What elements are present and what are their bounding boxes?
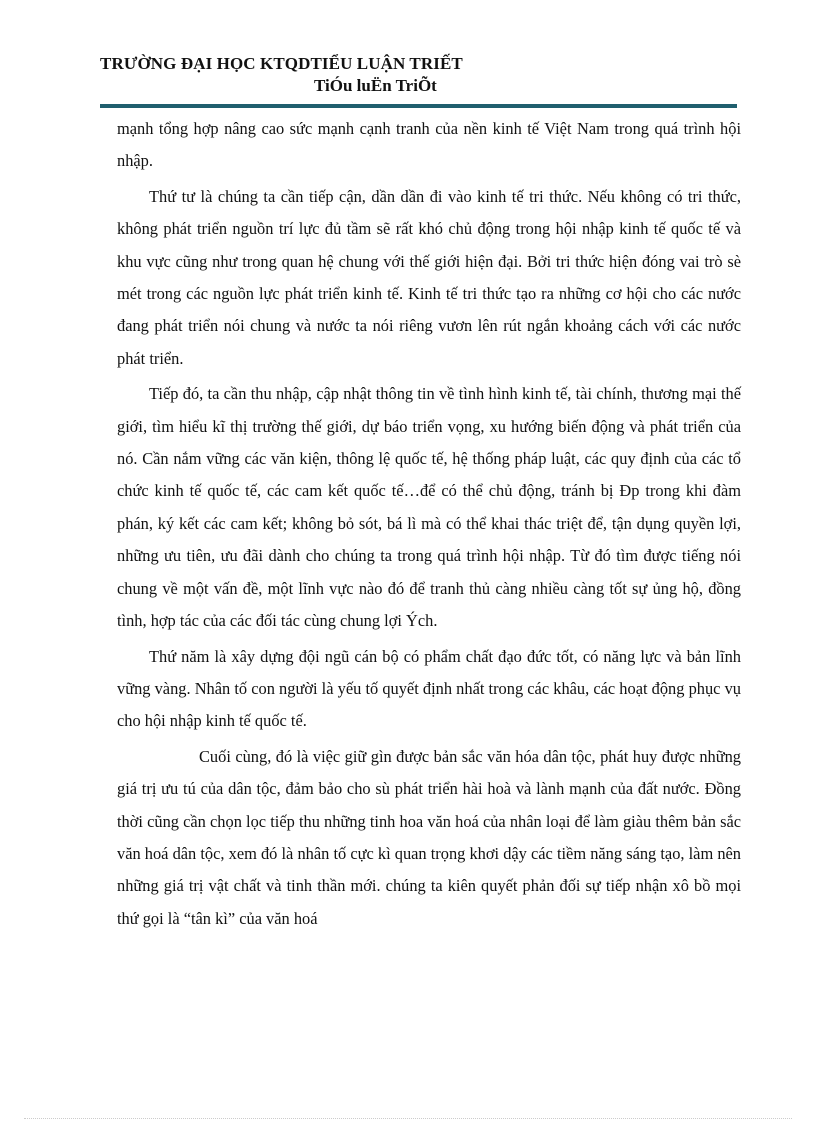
paragraph-5: Cuối cùng, đó là việc giữ gìn được bản sắc văn hóa dân tộc, phát huy được những giá trị ưu tú của dân tộc, đảm bảo cho sù phát triển hài hoà và lành mạnh của đất nước. Đồng thời cũng cần chọn lọc tiếp thu những tinh hoa văn hoá của nhân loại để làm giàu thêm bản sắc văn hoá dân tộc, xem đó là nhân tố cực kì quan trọng khơi dậy các tiềm năng sáng tạo, làm nên những giá trị vật chất và tinh thần mới. chúng ta kiên quyết phản đối sự tiếp nhận xô bồ mọi thứ gọi là “tân kì” của văn hoá: [117, 746, 741, 928]
page-bottom-divider: [24, 1118, 792, 1119]
paragraph-1: mạnh tổng hợp nâng cao sức mạnh cạnh tranh của nền kinh tế Việt Nam trong quá trình hội nhập.: [117, 119, 741, 171]
header-title: TRƯỜNG ĐẠI HỌC KTQDTIỂU LUẬN TRIẾT: [100, 54, 463, 73]
header-divider: [100, 104, 737, 108]
paragraph-2: Thứ tư là chúng ta cần tiếp cận, dần dần đi vào kinh tế tri thức. Nếu không có tri thức, không phát triển nguồn trí lực đủ tầm sẽ rất khó chủ động trong hội nhập kinh tế quốc tế và khu vực cũng như trong quan hệ chung với thế giới hiện đại. Bởi tri thức hiện đóng vai trò sè mét trong các nguồn lực phát triển kinh tế. Kinh tế tri thức tạo ra những cơ hội cho các nước đang phát triển nói chung và nước ta nói riêng vươn lên rút ngắn khoảng cách với các nước phát triển.: [117, 186, 741, 368]
page-header: [100, 53, 740, 97]
document-body: [117, 113, 741, 938]
paragraph-4: Thứ năm là xây dựng đội ngũ cán bộ có phẩm chất đạo đức tốt, có năng lực và bản lĩnh vững vàng. Nhân tố con người là yếu tố quyết định nhất trong các khâu, các hoạt động phục vụ cho hội nhập kinh tế quốc tế.: [117, 646, 741, 731]
header-subtitle: TiÓu luËn TriÕt: [314, 76, 437, 95]
paragraph-3: Tiếp đó, ta cần thu nhập, cập nhật thông tin về tình hình kinh tế, tài chính, thương mại thế giới, tìm hiểu kĩ thị trường thế giới, dự báo triển vọng, xu hướng biến động và phát triển của nó. Cần nắm vững các văn kiện, thông lệ quốc tế, hệ thống pháp luật, các quy định của các tổ chức kinh tế quốc tế, các cam kết quốc tế…để có thể chủ động, tránh bị Ðp trong khi đàm phán, ký kết các cam kết; không bỏ sót, bá lì mà có thể khai thác triệt để, tận dụng quyền lợi, những ưu tiên, ưu đãi dành cho chúng ta trong quá trình hội nhập. Từ đó tìm được tiếng nói chung về một vấn đề, một lĩnh vực nào đó để tranh thủ càng nhiều càng tốt sự ủng hộ, đồng tình, hợp tác của các đối tác cùng chung lợi Ých.: [117, 384, 741, 631]
